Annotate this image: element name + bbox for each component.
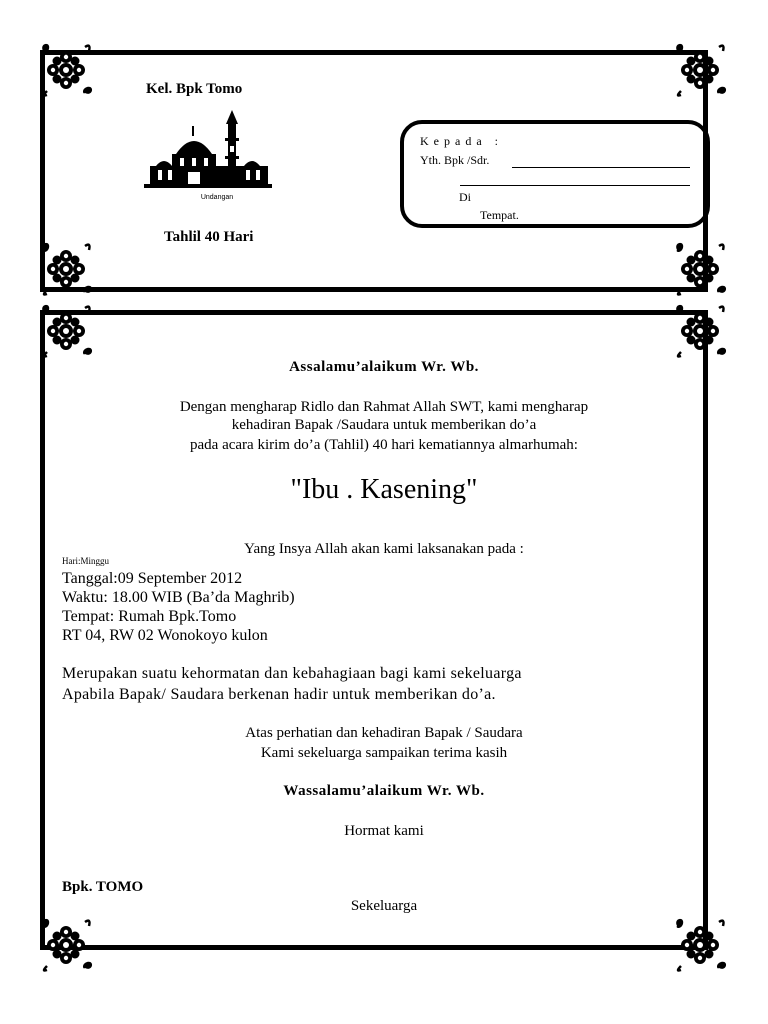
intro-line: pada acara kirim do’a (Tahlil) 40 hari kematiannya almarhumah: bbox=[190, 437, 578, 453]
corner-ornament-icon bbox=[671, 302, 729, 360]
mosque-icon bbox=[142, 108, 274, 192]
signer: Bpk. TOMO bbox=[62, 879, 144, 895]
deceased-name: "Ibu . Kasening" bbox=[290, 474, 478, 505]
corner-ornament-icon bbox=[37, 240, 95, 298]
envelope-family-name: Kel. Bpk Tomo bbox=[146, 81, 243, 97]
address-tempat: Tempat. bbox=[480, 208, 519, 222]
closing: Wassalamu’alaikum Wr. Wb. bbox=[283, 783, 485, 799]
intro-line: Dengan mengharap Ridlo dan Rahmat Allah SWT, kami mengharap bbox=[179, 399, 589, 415]
regards: Hormat kami bbox=[344, 823, 424, 839]
address-kepada: K e p a d a : bbox=[420, 134, 499, 148]
schedule-date: Tanggal:09 September 2012 bbox=[62, 570, 243, 587]
greeting: Assalamu’alaikum Wr. Wb. bbox=[289, 359, 479, 375]
image-caption: Undangan bbox=[200, 194, 234, 201]
corner-ornament-icon bbox=[37, 302, 95, 360]
schedule-time: Waktu: 18.00 WIB (Ba’da Maghrib) bbox=[62, 589, 295, 606]
address-line-1 bbox=[512, 167, 690, 168]
schedule-day: Hari:Minggu bbox=[62, 556, 109, 566]
signer-family: Sekeluarga bbox=[350, 898, 418, 914]
thanks-line: Kami sekeluarga sampaikan terima kasih bbox=[260, 745, 508, 761]
address-di: Di bbox=[459, 190, 471, 204]
honor-line: Merupakan suatu kehormatan dan kebahagiaan bagi kami sekeluarga bbox=[62, 665, 522, 682]
corner-ornament-icon bbox=[671, 916, 729, 974]
address-line-2 bbox=[460, 185, 690, 186]
corner-ornament-icon bbox=[671, 41, 729, 99]
thanks-line: Atas perhatian dan kehadiran Bapak / Saudara bbox=[245, 725, 523, 741]
corner-ornament-icon bbox=[37, 41, 95, 99]
intro-line: kehadiran Bapak /Saudara untuk memberikan do’a bbox=[231, 417, 537, 433]
schedule-address: RT 04, RW 02 Wonokoyo kulon bbox=[62, 627, 268, 644]
envelope-event: Tahlil 40 Hari bbox=[164, 229, 254, 245]
schedule-place: Tempat: Rumah Bpk.Tomo bbox=[62, 608, 237, 625]
corner-ornament-icon bbox=[37, 916, 95, 974]
schedule-intro: Yang Insya Allah akan kami laksanakan pada : bbox=[244, 541, 524, 557]
honor-line: Apabila Bapak/ Saudara berkenan hadir untuk memberikan do’a. bbox=[62, 686, 496, 703]
address-yth: Yth. Bpk /Sdr. bbox=[420, 153, 490, 167]
corner-ornament-icon bbox=[671, 240, 729, 298]
